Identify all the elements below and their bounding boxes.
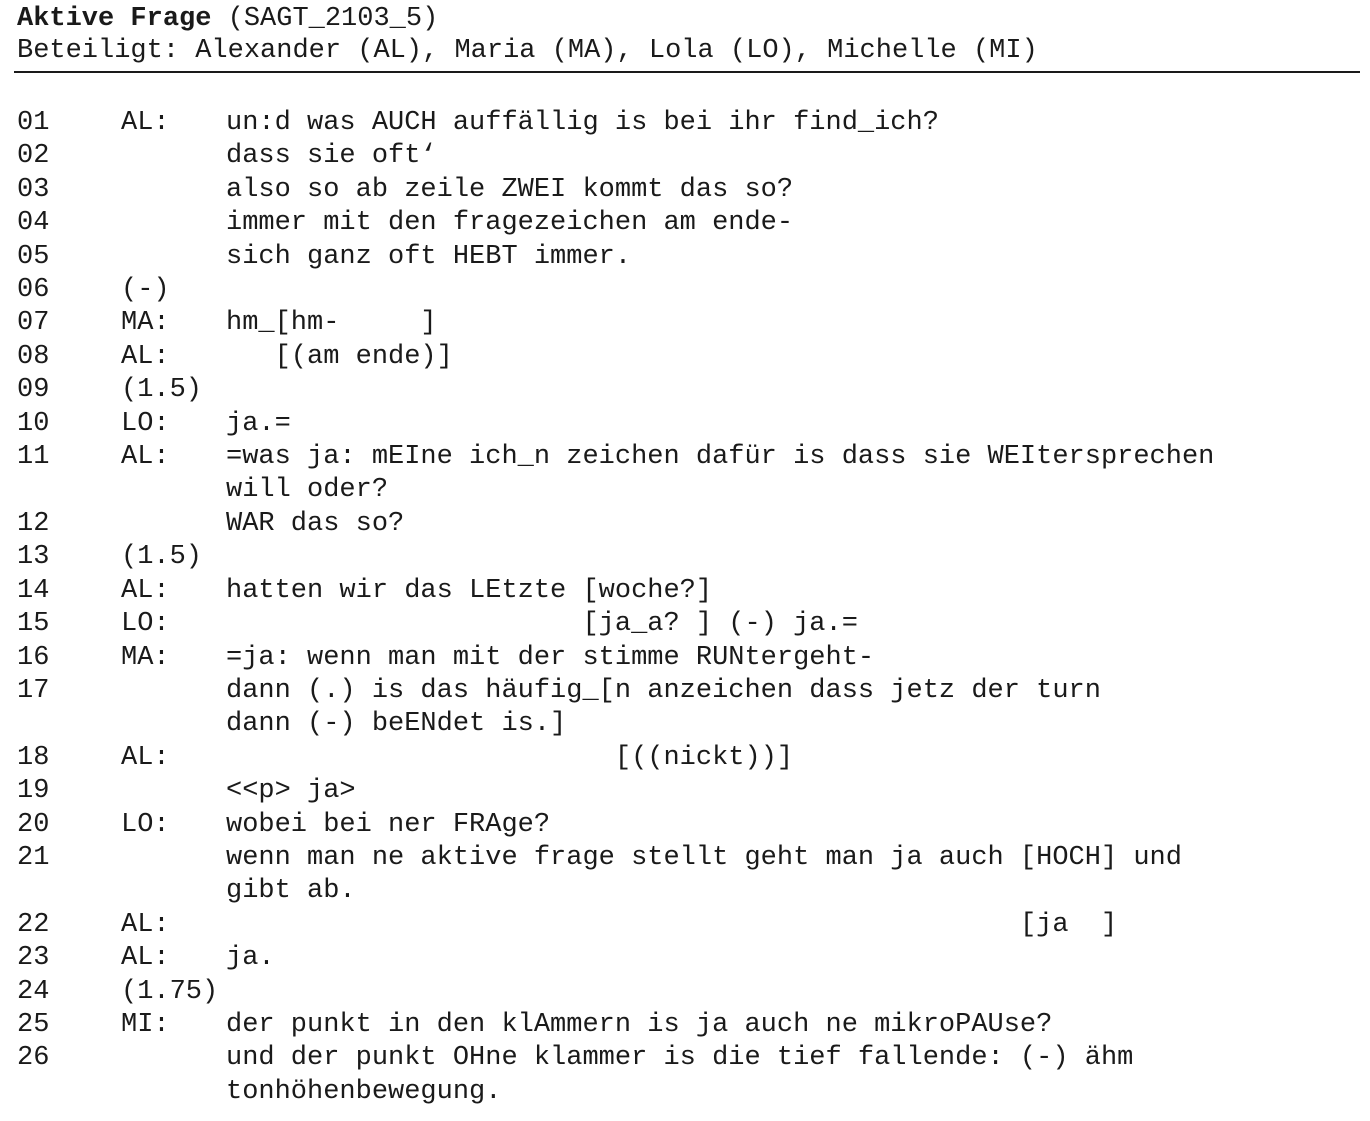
speaker-label: AL: — [121, 742, 170, 773]
transcript-code: (SAGT_2103_5) — [211, 4, 439, 34]
line-number: 03 — [17, 174, 50, 205]
transcript-header — [17, 3, 1038, 67]
line-number: 15 — [17, 609, 50, 640]
speaker-label: AL: — [121, 575, 170, 606]
utterance-text: =ja: wenn man mit der stimme RUNtergeht- — [226, 642, 875, 673]
speaker-label: AL: — [121, 108, 170, 138]
utterance-text: wenn man ne aktive frage stellt geht man ja auch [HOCH] und gibt ab. — [226, 842, 1182, 907]
transcript-line — [17, 909, 1362, 942]
transcript-line — [17, 1009, 1362, 1042]
header-divider — [14, 71, 1360, 73]
utterance-text: dass sie oft‘ — [226, 141, 437, 172]
line-number: 14 — [17, 575, 50, 606]
transcript-line — [17, 140, 1362, 173]
line-number: 12 — [17, 508, 50, 539]
speaker-label: LO: — [121, 408, 170, 439]
utterance-text: [ja_a? ] (-) ja.= — [226, 609, 858, 640]
utterance-text: immer mit den fragezeichen am ende- — [226, 208, 794, 239]
transcript-line — [17, 575, 1362, 608]
utterance-text: [(am ende)] — [226, 341, 453, 372]
line-number: 20 — [17, 809, 50, 840]
utterance-text: der punkt in den klAmmern is ja auch ne mikroPAUse? — [226, 1009, 1053, 1040]
line-number: 09 — [17, 375, 50, 406]
line-number: 13 — [17, 542, 50, 573]
line-number: 16 — [17, 642, 50, 673]
transcript-line — [17, 608, 1362, 641]
transcript-title: Aktive Frage — [17, 4, 212, 34]
line-number: 05 — [17, 241, 50, 272]
utterance-text: ja. — [226, 943, 275, 974]
transcript-line — [17, 207, 1362, 240]
utterance-text: sich ganz oft HEBT immer. — [226, 241, 632, 272]
utterance-text: [ja ] — [226, 909, 1118, 940]
utterance-text: WAR das so? — [226, 508, 405, 539]
line-number: 11 — [17, 442, 50, 473]
speaker-label: (1.5) — [121, 542, 203, 573]
line-number: 19 — [17, 776, 50, 807]
transcript-line — [17, 675, 1362, 742]
transcript-line — [17, 241, 1362, 274]
line-number: 08 — [17, 341, 50, 372]
speaker-label: MI: — [121, 1009, 170, 1040]
line-number: 04 — [17, 208, 50, 239]
speaker-label: AL: — [121, 341, 170, 372]
transcript-line — [17, 107, 1362, 140]
line-number: 10 — [17, 408, 50, 439]
utterance-text: hm_[hm- ] — [226, 308, 437, 339]
utterance-text: =was ja: mEIne ich_n zeichen dafür is dass sie WEItersprechen will oder? — [226, 442, 1215, 506]
transcript-line — [17, 274, 1362, 307]
transcript-body — [17, 107, 1362, 1109]
line-number: 18 — [17, 742, 50, 773]
line-number: 02 — [17, 141, 50, 172]
transcript-line — [17, 1042, 1362, 1109]
speaker-label: LO: — [121, 809, 170, 840]
transcript-line — [17, 809, 1362, 842]
speaker-label: (1.5) — [121, 375, 203, 406]
speaker-label: MA: — [121, 308, 170, 339]
speaker-label: AL: — [121, 442, 170, 473]
transcript-line — [17, 541, 1362, 574]
line-number: 17 — [17, 675, 50, 706]
speaker-label: AL: — [121, 943, 170, 974]
line-number: 23 — [17, 943, 50, 974]
line-number: 26 — [17, 1043, 50, 1074]
transcript-line — [17, 742, 1362, 775]
utterance-text: [((nickt))] — [226, 742, 794, 773]
transcript-line — [17, 842, 1362, 909]
speaker-label: (1.75) — [121, 976, 219, 1007]
line-number: 01 — [17, 108, 50, 138]
utterance-text: <<p> ja> — [226, 776, 356, 807]
title-line — [17, 3, 1038, 35]
speaker-label: (-) — [121, 275, 170, 306]
participants-line: Beteiligt: Alexander (AL), Maria (MA), Lola (LO), Michelle (MI) — [17, 36, 1038, 66]
transcript-line — [17, 441, 1362, 508]
utterance-text: hatten wir das LEtzte [woche?] — [226, 575, 713, 606]
utterance-text: also so ab zeile ZWEI kommt das so? — [226, 174, 794, 205]
line-number: 24 — [17, 976, 50, 1007]
line-number: 25 — [17, 1009, 50, 1040]
utterance-text: ja.= — [226, 408, 291, 439]
utterance-text: wobei bei ner FRAge? — [226, 809, 551, 840]
speaker-label: AL: — [121, 909, 170, 940]
transcript-line — [17, 642, 1362, 675]
line-number: 07 — [17, 308, 50, 339]
utterance-text: un:d was AUCH auffällig is bei ihr find_ich? — [226, 108, 939, 138]
transcript-line — [17, 942, 1362, 975]
line-number: 22 — [17, 909, 50, 940]
transcript-line — [17, 307, 1362, 340]
transcript-line — [17, 775, 1362, 808]
line-number: 21 — [17, 842, 50, 873]
line-number: 06 — [17, 275, 50, 306]
utterance-text: und der punkt OHne klammer is die tief fallende: (-) ähm tonhöhenbewegung. — [226, 1043, 1134, 1107]
speaker-label: MA: — [121, 642, 170, 673]
speaker-label: LO: — [121, 609, 170, 640]
transcript-line — [17, 976, 1362, 1009]
transcript-line — [17, 408, 1362, 441]
transcript-line — [17, 174, 1362, 207]
transcript-line — [17, 508, 1362, 541]
utterance-text: dann (.) is das häufig_[n anzeichen dass jetz der turn dann (-) beENdet is.] — [226, 675, 1101, 740]
transcript-line — [17, 374, 1362, 407]
transcript-line — [17, 341, 1362, 374]
